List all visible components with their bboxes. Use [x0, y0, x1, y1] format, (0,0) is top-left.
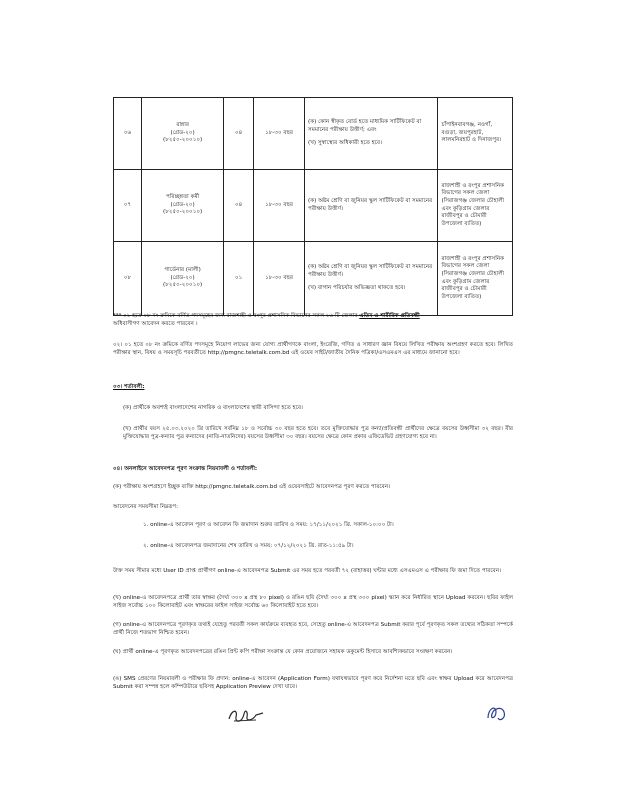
post-line: (গ্রেড-২০)	[170, 274, 195, 281]
qualification-item: (ক) অষ্টম শ্রেণি বা জুনিয়র স্কুল সার্টিফিকেট বা সমমানের পরীক্ষায় উত্তীর্ণ।	[308, 197, 433, 212]
qualification-item: (খ) বাগান পরিচর্যার অভিজ্ঞতা থাকতে হবে।	[308, 285, 406, 292]
condition-b: (খ) প্রার্থীর বয়স ২৫.০৩.২০২০ খ্রি তারিখে সর্বনিম্ন ১৮ ও সর্বোচ্চ ৩০ বছর হতে হবে। তবে মুক্তিযোদ্ধার পুত্র কন্যা/প্রতিবন্ধী প্রার্থীদের ক্ষেত্রে বয়সের উর্ধ্বসীমা ৩২ বছর। বীর মুক্তিযোদ্ধার পুত্র-কন্যার পুত্র কন্যাদের (নাতি-নাতনিদের) বয়সের উর্ধ্বসীমা ৩০ বছর। বয়সের ক্ষেত্রে কোন প্রকার এফিডেভিট গ্রহণযোগ্য হবে না।	[123, 426, 513, 441]
table-row	[114, 98, 513, 170]
post-line: (৮২৫০-২০০১০)	[163, 137, 203, 144]
deadline-end: ২. online-এ আবেদনপত্র জমাদানের শেষ তারিখ ও সময়: ০৭/১২/২০২১ খ্রি. রাত-১১:৫৯ টা।	[143, 543, 354, 549]
post-line: (গ্রেড-২০)	[170, 201, 195, 208]
post-cell	[141, 170, 223, 242]
heading-03: ০৩। শর্তাবলী:	[113, 384, 145, 390]
job-table	[113, 97, 513, 316]
serial-cell: ০৭	[114, 170, 142, 242]
vacancy-count-cell: ০১	[224, 242, 254, 316]
vacancy-count-cell: ০৪	[224, 170, 254, 242]
age-limit-cell: ১৮-৩০ বছর	[254, 242, 305, 316]
star-note-text: *** ০১ হতে ০৮ নং ক্রমিকে বর্ণিত পদসমূহের জন্য রাজশাহী ও রংপুর প্রশাসনিক বিভাগের সকল ১৬ টি জেলার	[113, 313, 358, 319]
eligible-districts-cell: রাজশাহী ও রংপুর প্রশাসনিক বিভাগের সকল জেলা (সিরাজগঞ্জ জেলার চৌহালী এবং কুড়িগ্রাম জেলার রাজীবপুর ও চৌমারী উপজেলা ব্যতিত)	[438, 170, 513, 242]
star-note-emphasis: এতিম ও শারীরিক প্রতিবন্ধী	[359, 313, 420, 319]
qualification-cell	[305, 170, 438, 242]
rule-a: (ক) পরীক্ষায় অংশগ্রহণে ইচ্ছুক ব্যক্তি http://pmgnc.teletalk.com.bd এই ওয়েবসাইটে আবেদনপত্র পূরণ করতে পারবেন।	[113, 484, 391, 490]
paragraph-02: ০২। ০১ হতে ০৮ নং ক্রমিকে বর্ণিত পদসমূহে নিয়োগ লাভের জন্য যোগ্য প্রার্থীগণকে বাংলা, ইংরেজি, গণিত ও সাধারণ জ্ঞান বিষয়ে লিখিত পরীক্ষায় অংশগ্রহণ করতে হবে। লিখিত পরীক্ষার স্থান, বিষয় ও সময়সূচি পরবর্তীতে http://pmgnc.teletalk.com.bd এই ওয়েব সাইট/জাতীয় দৈনিক পত্রিকা/এসএমএস এর মাধ্যমে জানানো হবে।	[113, 342, 513, 357]
deadline-start: ১. online-এ আবেদন পূরণ ও আবেদন ফি জমাদান শুরুর তারিখ ও সময়: ১৭/১১/২০২১ খ্রি. সকাল-১০:০০ টা।	[143, 522, 394, 528]
vacancy-count-cell: ০৪	[224, 98, 254, 170]
rule-b: (খ) online-এ আবেদনপত্রে প্রার্থী তার স্বাক্ষর (দৈর্ঘ্য ৩০০ x প্রস্থ ৮০ pixel) ও রঙিন ছবি (দৈর্ঘ্য ৩০০ x প্রস্থ ৩০০ pixel) স্ক্যান করে নির্ধারিত স্থানে Upload করবেন। ছবির ফাইল সাইজ সর্বোচ্চ ১০০ কিলোবাইট এবং স্বাক্ষরের ফাইল সাইজ সর্বোচ্চ ৬০ কিলোবাইট হতে হবে।	[113, 595, 513, 610]
age-limit-cell: ১৮-৩০ বছর	[254, 170, 305, 242]
qualification-item: (ক) কোন স্বীকৃত বোর্ড হতে মাধ্যমিক সার্টিফিকেট বা সমমানের পরীক্ষায় উত্তীর্ণ; এবং	[308, 119, 422, 133]
condition-a: (ক) প্রার্থীকে অবশ্যই বাংলাদেশের নাগরিক ও বাংলাদেশের স্থায়ী বাসিন্দা হতে হবে।	[123, 405, 303, 411]
table-row	[114, 242, 513, 316]
rule-c: (গ) online-এ আবেদনপত্রে পূরণকৃত তথ্যই যেহেতু পরবর্তী সকল কার্যক্রমে ব্যবহৃত হবে, সেহেতু online-এ আবেদনপত্র Submit করার পূর্বে পূরণকৃত সকল তথ্যের সঠিকতা সম্পর্কে প্রার্থী নিজে শতভাগ নিশ্চিত হবেন।	[113, 622, 513, 637]
star-note-tail: অধিবাসীগণ আবেদন করতে পারবেন ।	[113, 321, 198, 328]
qualification-cell	[305, 98, 438, 170]
post-cell	[141, 242, 223, 316]
qualification-cell	[305, 242, 438, 316]
qualification-item: (খ) সুস্বাস্থ্যের অধিকারী হতে হবে।	[308, 140, 383, 147]
post-line: গার্ডেনার (মালী)	[164, 267, 201, 274]
age-limit-cell: ১৮-৩০ বছর	[254, 98, 305, 170]
serial-cell: ০৮	[114, 242, 142, 316]
heading-04: ০৪। অনলাইনে আবেদনপত্র পূরণ সংক্রান্ত নিয়মাবলী ও শর্তাবলী:	[113, 466, 258, 472]
rule-e: (ঙ) SMS প্রেরণের নিয়মাবলী ও পরীক্ষার ফি প্রদান: online-এ আবেদন (Application Form) যথাযথভাবে পূরণ করে নির্দেশনা মতে ছবি এবং স্বাক্ষর Upload করে আবেদনপত্র Submit করা সম্পন্ন হলে কম্পিউটারে ছবিসহ Application Preview দেখা যাবে।	[113, 676, 513, 691]
table-row	[114, 170, 513, 242]
post-line: (৮২৫০-২০০১০)	[163, 282, 203, 289]
qualification-item: (ক) অষ্টম শ্রেণি বা জুনিয়র স্কুল সার্টিফিকেট বা সমমানের পরীক্ষায় উত্তীর্ণ।	[308, 264, 433, 278]
rule-userid: উক্ত সময় সীমার মধ্যে User ID প্রাপ্ত প্রার্থীগণ online-এ আবেদনপত্র Submit এর সময় হতে পরবর্তী ৭২ (বাহাত্তর) ঘন্টার মধ্যে এসএমএস এ পরীক্ষার ফি জমা দিতে পারবেন।	[113, 568, 502, 574]
eligible-districts-cell: রাজশাহী ও রংপুর প্রশাসনিক বিভাগের সকল জেলা (সিরাজগঞ্জ জেলার চৌহালী এবং কুড়িগ্রাম জেলার রাজীবপুর ও চৌমারী উপজেলা ব্যতিত)	[438, 242, 513, 316]
serial-cell: ০৬	[114, 98, 142, 170]
rule-d: (ঘ) প্রার্থী online-এ পূরণকৃত আবেদনপত্রের রঙিন প্রিন্ট কপি পরীক্ষা সংক্রান্ত যে কোন প্রয়োজনে সহায়ক ডকুমেন্ট হিসাবে আবশ্যিকভাবে সংরক্ষণ করবেন।	[113, 649, 453, 655]
signature-left	[226, 705, 266, 727]
post-line: পরিচ্ছন্নতা কর্মী	[166, 194, 200, 201]
job-table-body	[114, 98, 513, 316]
post-line: (৮২৫০-২০০১০)	[163, 209, 203, 216]
signature-right	[484, 700, 510, 726]
deadline-heading: আবেদনের সময়সীমা নিম্নরূপ:	[113, 504, 178, 510]
star-note	[113, 312, 513, 329]
post-line: (গ্রেড-২০)	[170, 129, 195, 136]
post-cell	[141, 98, 223, 170]
post-line: রান্নার	[176, 122, 189, 129]
eligible-districts-cell: চাঁপাইনবাবগঞ্জ, নওগাঁ, বগুড়া, জয়পুরহাট, লালমনিরহাট ও দিনাজপুর।	[438, 98, 513, 170]
